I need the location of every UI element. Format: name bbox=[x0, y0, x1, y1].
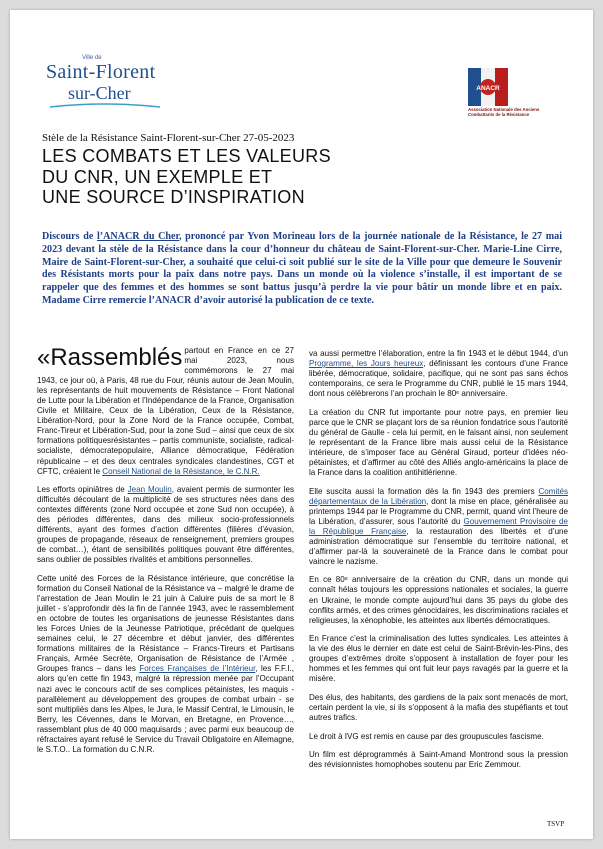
title-line-3: UNE SOURCE D’INSPIRATION bbox=[42, 187, 305, 207]
programme-link[interactable]: Programme, les Jours heureux bbox=[309, 359, 424, 369]
paragraph bbox=[309, 349, 568, 399]
tsvp-note: TSVP bbox=[547, 820, 565, 828]
paragraph-text: partout en France en ce 27 mai 2023, nous commémorons le 27 mai 1943, ce jour où, à Paris, 48 rue du Four, réunis autour de Jean Moulin, les représentants de huit mouvements de Résistance – Front National de Lutte pour la Libération et l’Indépendance de la France, Organisation Civile et Militaire, Ceux de la Libération, Ceux de la Résistance, Libération-Nord, pour la Zone Nord de la France occupée, Combat, Franc-Tireur et Libération-Sud, pour la zone Sud – ainsi que ceux de six formations politiquesrésistantes – partis communiste, socialiste, radical-socialiste, démocratepopulaire, Alliance démocratique, Fédération républicaine – et des deux centrales syndicales clandestines, CGT et CFTC, créaient le bbox=[37, 346, 294, 476]
paragraph bbox=[37, 574, 294, 755]
paragraph-text: , définissant les contours d’une France libérée, démocratique, solidaire, pacifique, qui ne sont pas sans échos contemporains, ce sera le Programme du CNR, publié le 15 mars 1944, dont nous célèbrerons l’an prochain le 80ᵉ anniversaire. bbox=[309, 359, 568, 399]
paragraph-text: Cette unité des Forces de la Résistance intérieure, que concrétise la formation du Conseil National de la Résistance va – malgré le drame de l’arrestation de Jean Moulin le 21 juin à Caluire puis de sa mort le 8 juillet - s’approfondir dès la fin de l’année 1943, avec le rassemblement en octobre de toutes les organisations de jeunesse Résistantes dans les Forces Unies de la Jeunesse Patriotique, précédant de quelques semaines celui, le 27 décembre et début janvier, des différentes formations militaires de la Résistance – Francs-Tireurs et Partisans Français, Armée Secrète, Organisation de Résistance de l’Armée , Groupes francs – dans les bbox=[37, 573, 294, 674]
paragraph bbox=[37, 485, 294, 565]
association-name: Association Nationale des Anciens Combattants de la Résistance bbox=[468, 107, 540, 117]
paragraph-text: , avaient permis de surmonter les difficultés découlant de la multiplicité de ses structures nées dans des contextes différents (zone Nord occupée et zone Sud non occupée), à des périodes différentes, dans des milieux socio-professionnels différents, ayant des formes d’action différentes (filières d’évasion, groupes de propagande, réseaux de renseignement, premiers groupes de combat…), étant de sensibilités politiques pouvant être différentes, sans oublier de possibles rivalités et ambitions personnelles. bbox=[37, 485, 294, 565]
document-page bbox=[10, 10, 593, 839]
ffi-link[interactable]: Forces Françaises de l’Intérieur bbox=[139, 664, 256, 674]
paragraph bbox=[309, 487, 568, 567]
paragraph-text: va aussi permettre l’élaboration, entre la fin 1943 et le début 1944, d’un bbox=[309, 349, 568, 358]
right-column bbox=[309, 349, 568, 779]
paragraph-text: Elle suscita aussi la formation dès la fin 1943 des premiers bbox=[309, 486, 539, 496]
intro-paragraph bbox=[42, 231, 562, 308]
cnr-link[interactable]: Conseil National de la Résistance, le C.N.R. bbox=[102, 466, 260, 476]
paragraph: Le droit à IVG est remis en cause par des groupuscules fascisme. bbox=[309, 731, 544, 741]
emblem-text: ANACR bbox=[476, 85, 500, 92]
intro-text-2: , prononcé par Yvon Morineau lors de la journée nationale de la Résistance, le 27 mai 2023 devant la stèle de la Résistance dans la cour d’honneur du château de Saint-Florent-sur-Cher. Marie-Line Cirre, Maire de Saint-Florent-sur-Cher, a souhaité que celui-ci soit publié sur le site de la Ville pour que demeure le Souvenir des Résistants morts pour la paix dans notre pays. Dans un monde où la violence s’installe, il est important de se rappeler que des femmes et des hommes se sont battus jusqu’à perdre la vie pour bâtir un monde libre et en paix. Madame Cirre remercie l’ANACR d’avoir autorisé la publication de ce texte. bbox=[42, 231, 562, 306]
paragraph bbox=[37, 346, 294, 477]
anacr-logo bbox=[468, 68, 538, 132]
paragraph-text: Les efforts opiniâtres de bbox=[37, 485, 128, 495]
logo-small-text: Ville de bbox=[82, 55, 102, 61]
city-logo bbox=[40, 55, 170, 110]
logo-swoosh-icon bbox=[50, 103, 160, 109]
paragraph: Un film est déprogrammés à Saint-Amand Montrond sous la pression des révisionnistes homophobes soutenu par Eric Zemmour. bbox=[309, 750, 568, 770]
page-title bbox=[42, 146, 331, 208]
intro-text-1: Discours de bbox=[42, 231, 97, 242]
page-subtitle: Stèle de la Résistance Saint-Florent-sur-Cher 27-05-2023 bbox=[42, 132, 295, 144]
title-line-1: LES COMBATS ET LES VALEURS bbox=[42, 146, 331, 166]
comites-link[interactable]: Comités départementaux de la Libération bbox=[309, 486, 568, 506]
dropcap-word: «Rassemblés bbox=[37, 344, 183, 371]
gprf-link[interactable]: Gouvernement Provisoire de la République Française bbox=[309, 516, 568, 536]
paragraph: Des élus, des habitants, des gardiens de la paix sont menacés de mort, certain perdent la vie, si ils s’opposent à la mafia des stupéfiants et tout autres trafics. bbox=[309, 692, 568, 722]
jean-moulin-link[interactable]: Jean Moulin bbox=[127, 485, 172, 495]
paragraph: En France c’est la criminalisation des luttes syndicales. Les atteintes à la vie des élus le dernier en date est celui de Saint-Brévin-les-Pins, des groupes d’extrêmes droite s’opposent à installation de foyer pour les hommes et les femmes qui ont fuit leur pays ravagés par la guerre et la misère. bbox=[309, 634, 568, 684]
anacr-emblem-icon bbox=[468, 68, 508, 106]
paragraph-text: , dont la mise en place, généralisée au printemps 1944 par le Programme du CNR, permit, quand vint l’heure de la Libération, d’assurer, sous l’autorité du bbox=[309, 496, 569, 526]
title-line-2: DU CNR, UN EXEMPLE ET bbox=[42, 166, 273, 187]
paragraph-text: , les F.F.I., alors qu’en cette fin 1943, malgré la répression menée par l’Occupant nazi avec le concours actif de ses complices pétainistes, les maquis - parallèlement au développement des groupes de combat urbain - se sont multipliés dans les Alpes, le Jura, le Massif Central, le Limousin, le Berry, les Cévennes, dans le Morvan, en Bretagne, en Provence…, rassemblant plus de 40 000 maquisards ; avec parmi eux beaucoup de réfractaires ayant refusé le Service du Travail Obligatoire en Allemagne, le S.T.O.. La formation du C.N.R. bbox=[37, 664, 294, 754]
left-column bbox=[37, 346, 294, 763]
logo-line2: sur-Cher bbox=[68, 83, 131, 103]
logo-line1: Saint-Florent bbox=[46, 61, 156, 83]
paragraph: La création du CNR fut importante pour notre pays, en premier lieu parce que le CNR se plaçant lors de sa réunion fondatrice sous l’autorité du général de Gaulle - cela lui permit, en le faisant ainsi, non seulement le représentant de la France libre mais aussi celui de la Résistance intérieure, de s’imposer face au Général Giraud, porteur d’idées néo-pétainistes, et d’affirmer au côté des Alliés anglo-américains la place de la France dans la coalition antihitlérienne. bbox=[309, 407, 568, 478]
paragraph-text: , la restauration des libertés et d’une administration démocratique sur l’ensemble du territoire national, et d’affirmer par-là la souveraineté de la France dans le combat pour vaincre le nazisme. bbox=[309, 526, 568, 566]
paragraph: En ce 80ᵉ anniversaire de la création du CNR, dans un monde qui connaît hélas toujours les oppressions nationales et sociales, la guerre en Ukraine, le monde compte aujourd’hui dans 35 pays du globe des conflits armés, et des crimes génocidaires, les discriminations raciales et religieuses, la xénophobie, les atteintes aux libertés démocratiques. bbox=[309, 575, 568, 625]
anacr-cher-link[interactable]: l’ANACR du Cher bbox=[96, 231, 180, 242]
